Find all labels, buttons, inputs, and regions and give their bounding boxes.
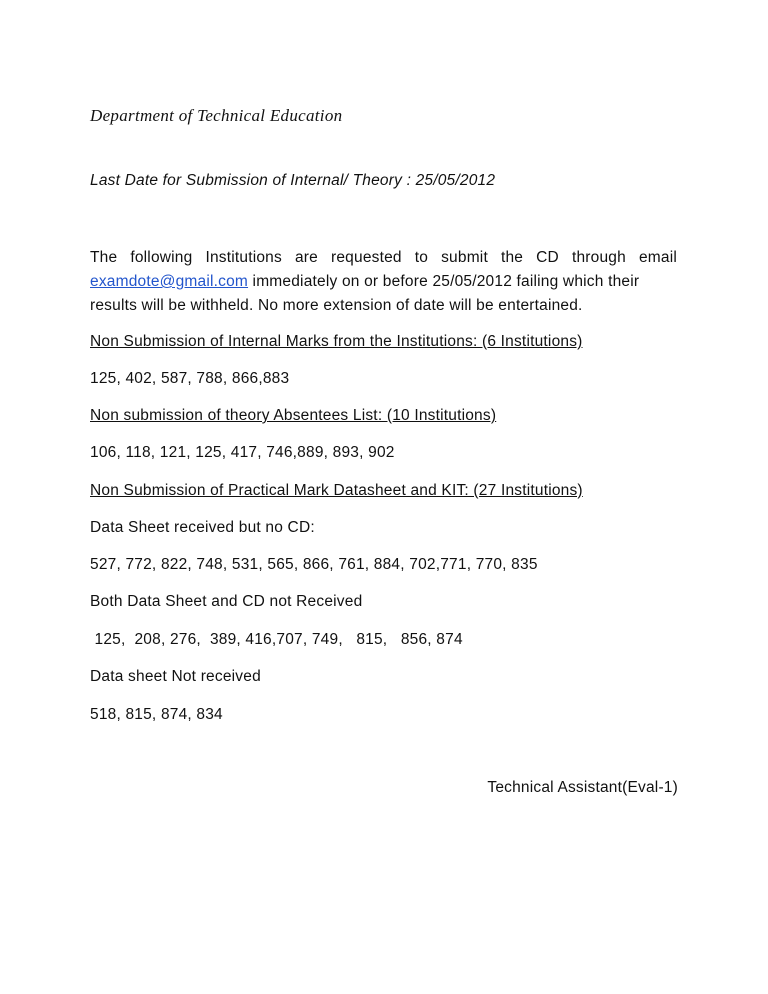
- email-link[interactable]: examdote@gmail.com: [90, 273, 249, 290]
- practical-sub1-label: Data Sheet received but no CD:: [90, 519, 315, 536]
- theory-absentees-codes: 106, 118, 121, 125, 417, 746,889, 893, 902: [90, 444, 395, 461]
- theory-absentees-heading: Non submission of theory Absentees List: (10 Institutions): [90, 407, 497, 424]
- signature: Technical Assistant(Eval-1): [487, 779, 678, 796]
- internal-marks-heading: Non Submission of Internal Marks from the Institutions: (6 Institutions): [90, 333, 583, 350]
- practical-sub2-label: Both Data Sheet and CD not Received: [90, 593, 363, 610]
- department-title: Department of Technical Education: [90, 106, 343, 125]
- practical-heading: Non Submission of Practical Mark Datasheet and KIT: (27 Institutions): [90, 482, 583, 499]
- practical-sub1-codes: 527, 772, 822, 748, 531, 565, 866, 761, 884, 702,771, 770, 835: [90, 556, 538, 573]
- practical-sub3-codes: 518, 815, 874, 834: [90, 706, 223, 723]
- practical-sub2-codes: 125, 208, 276, 389, 416,707, 749, 815, 856, 874: [90, 631, 463, 648]
- notice-line-3: results will be withheld. No more extension of date will be entertained.: [90, 297, 583, 314]
- internal-marks-codes: 125, 402, 587, 788, 866,883: [90, 370, 290, 387]
- notice-paragraph: [90, 246, 677, 318]
- last-date-notice: Last Date for Submission of Internal/ Theory : 25/05/2012: [90, 172, 496, 189]
- notice-line-2-text: immediately on or before 25/05/2012 failing which their: [248, 273, 640, 290]
- practical-sub3-label: Data sheet Not received: [90, 668, 261, 685]
- notice-line-2: [90, 270, 677, 294]
- notice-line-1: The following Institutions are requested to submit the CD through email: [90, 249, 677, 266]
